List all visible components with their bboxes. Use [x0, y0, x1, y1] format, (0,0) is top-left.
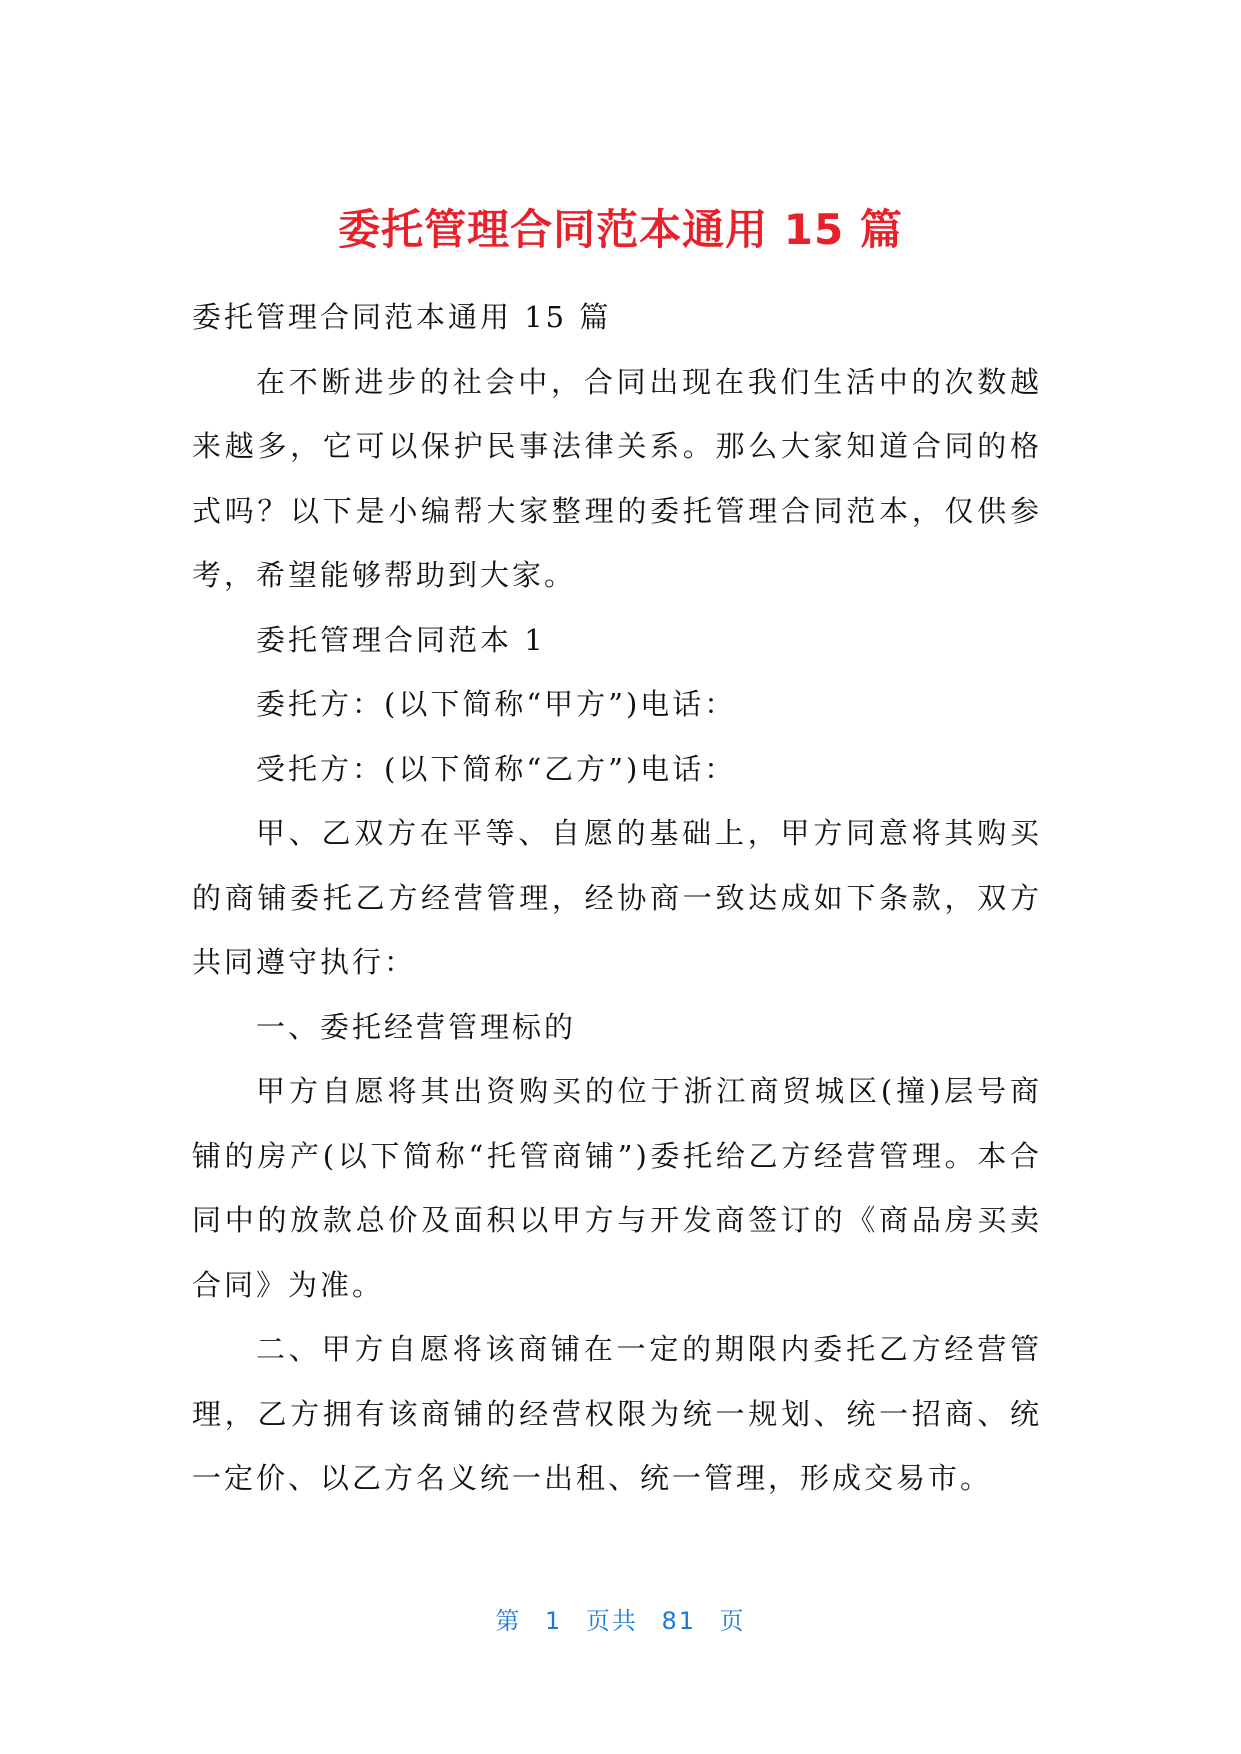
paragraph-party-b: 受托方：(以下简称“乙方”)电话：: [256, 751, 737, 786]
paragraph-intro: 在不断进步的社会中，合同出现在我们生活中的次数越来越多，它可以保护民事法律关系。那么大家知道合同的格式吗？以下是小编帮大家整理的委托管理合同范本，仅供参考，希望能够帮助到大家。: [192, 364, 1042, 592]
page-footer: 第 1 页共 81 页: [495, 1607, 746, 1635]
paragraph-clause-1-heading: 一、委托经营管理标的: [256, 1009, 577, 1044]
paragraph-clause-2: 二、甲方自愿将该商铺在一定的期限内委托乙方经营管理，乙方拥有该商铺的经营权限为统一规划、统一招商、统一定价、以乙方名义统一出租、统一管理，形成交易市。: [192, 1332, 1042, 1495]
paragraph-party-a: 委托方：(以下简称“甲方”)电话：: [256, 687, 737, 721]
document-body: [192, 285, 1042, 1511]
document-title: 委托管理合同范本通用 15 篇: [338, 205, 903, 254]
paragraph-agreement: 甲、乙双方在平等、自愿的基础上，甲方同意将其购买的商铺委托乙方经营管理，经协商一致达成如下条款，双方共同遵守执行：: [192, 816, 1042, 979]
paragraph-clause-1-body: 甲方自愿将其出资购买的位于浙江商贸城区(撞)层号商铺的房产(以下简称“托管商铺”)委托给乙方经营管理。本合同中的放款总价及面积以甲方与开发商签订的《商品房买卖合同》为准。: [192, 1074, 1042, 1302]
paragraph-subtitle: 委托管理合同范本通用 15 篇: [192, 300, 612, 334]
paragraph-section-heading: 委托管理合同范本 1: [256, 622, 546, 657]
